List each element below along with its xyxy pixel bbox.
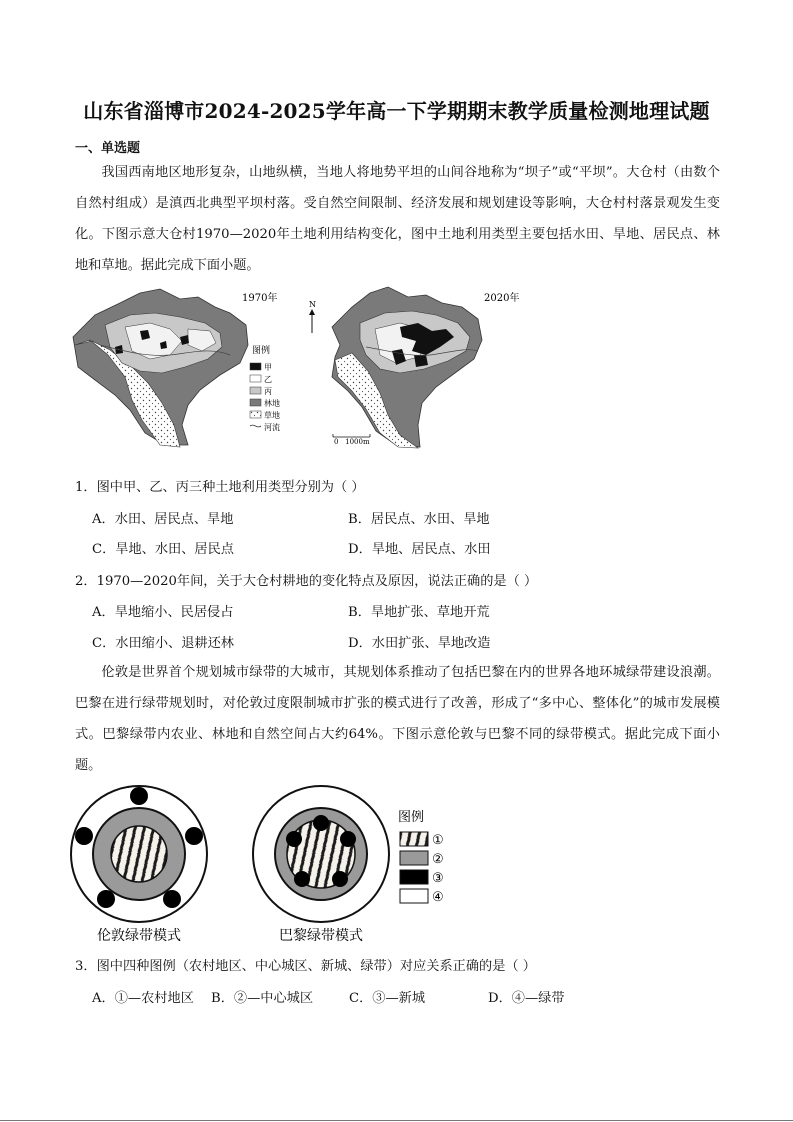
q3-option-d[interactable]: D．④—绿带 [488, 991, 565, 1006]
green-belt-figure [68, 783, 488, 948]
q1-option-d[interactable]: D．旱地、居民点、水田 [348, 542, 491, 557]
q2-option-d[interactable]: D．水田扩张、旱地改造 [348, 636, 491, 651]
question-3-stem: 3．图中四种图例（农村地区、中心城区、新城、绿带）对应关系正确的是（ ） [75, 959, 536, 974]
map-2020 [332, 287, 519, 448]
q3-option-b[interactable]: B．②—中心城区 [211, 991, 314, 1006]
london-label: 伦敦绿带模式 [97, 928, 181, 944]
belt-legend-label-3: ③ [432, 871, 444, 886]
legend-swatch-forest [250, 399, 261, 406]
scale-label: 0 1000m [334, 438, 370, 446]
q3-option-c[interactable]: C．③—新城 [349, 991, 426, 1006]
passage-2-text: 伦敦是世界首个规划城市绿带的大城市，其规划体系推动了包括巴黎在内的世界各地环城绿带建设浪潮。巴黎在进行绿带规划时，对伦敦过度限制城市扩张的模式进行了改善，形成了“多中心、整体化”的城市发展模式。巴黎绿带内农业、林地和自然空间占大约64%。下图示意伦敦与巴黎不同的绿带模式。据此完成下面小题。 [75, 665, 720, 773]
map-1970 [73, 289, 277, 447]
belt-legend [398, 810, 444, 905]
q1-option-b[interactable]: B．居民点、水田、旱地 [348, 512, 490, 527]
land-use-map-figure [70, 285, 540, 450]
london-belt-diagram [71, 786, 207, 944]
q1-option-a[interactable]: A．水田、居民点、旱地 [92, 512, 234, 527]
legend-swatch-yi [250, 375, 261, 382]
belt-legend-label-4: ④ [432, 890, 444, 905]
q2-option-c[interactable]: C．水田缩小、退耕还林 [92, 636, 234, 651]
paris-label: 巴黎绿带模式 [279, 928, 363, 944]
legend-label-forest: 林地 [264, 399, 280, 408]
legend-label-yi: 乙 [264, 375, 272, 384]
map-1970-label: 1970年 [242, 293, 278, 304]
legend-label-bing: 丙 [264, 387, 272, 396]
legend-swatch-bing [250, 387, 261, 394]
map-2020-label: 2020年 [484, 293, 520, 304]
section-heading: 一、单选题 [75, 141, 141, 156]
legend-swatch-jia [250, 363, 261, 370]
legend-label-river: 河流 [264, 423, 280, 432]
paris-belt-diagram [253, 786, 389, 944]
north-label: N [309, 300, 316, 309]
legend-swatch-grass [250, 411, 261, 418]
question-2-stem: 2．1970—2020年间，关于大仓村耕地的变化特点及原因，说法正确的是（ ） [75, 574, 538, 589]
legend-label-jia: 甲 [264, 363, 272, 372]
q3-option-a[interactable]: A．①—农村地区 [92, 991, 194, 1006]
belt-legend-title: 图例 [398, 810, 425, 825]
page-bottom-divider [0, 1120, 793, 1121]
map-legend [250, 344, 280, 432]
belt-legend-label-1: ① [432, 833, 444, 848]
passage-1-text: 我国西南地区地形复杂，山地纵横，当地人将地势平坦的山间谷地称为“坝子”或“平坝”。大仓村（由数个自然村组成）是滇西北典型平坝村落。受自然空间限制、经济发展和规划建设等影响，大仓村村落景观发生变化。下图示意大仓村1970—2020年土地利用结构变化，图中土地利用类型主要包括水田、旱地、居民点、林地和草地。据此完成下面小题。 [75, 165, 720, 273]
belt-legend-label-2: ② [432, 852, 444, 867]
q2-option-b[interactable]: B．旱地扩张、草地开荒 [348, 605, 490, 620]
question-1-stem: 1．图中甲、乙、丙三种土地利用类型分别为（ ） [75, 480, 365, 495]
legend-label-grass: 草地 [264, 411, 280, 420]
q2-option-a[interactable]: A．旱地缩小、民居侵占 [92, 605, 234, 620]
belt-legend-swatch-2 [400, 851, 428, 865]
page-title: 山东省淄博市2024-2025学年高一下学期期末教学质量检测地理试题 [83, 99, 710, 123]
passage-1 [75, 157, 720, 281]
belt-legend-swatch-4 [400, 889, 428, 903]
map-legend-title: 图例 [252, 346, 271, 356]
q1-option-c[interactable]: C．旱地、水田、居民点 [92, 542, 234, 557]
belt-legend-swatch-1 [400, 832, 428, 846]
scale-bar [333, 434, 370, 446]
passage-2 [75, 657, 720, 781]
north-arrow [309, 300, 316, 333]
belt-legend-swatch-3 [400, 870, 428, 884]
legend-swatch-river [250, 425, 261, 427]
